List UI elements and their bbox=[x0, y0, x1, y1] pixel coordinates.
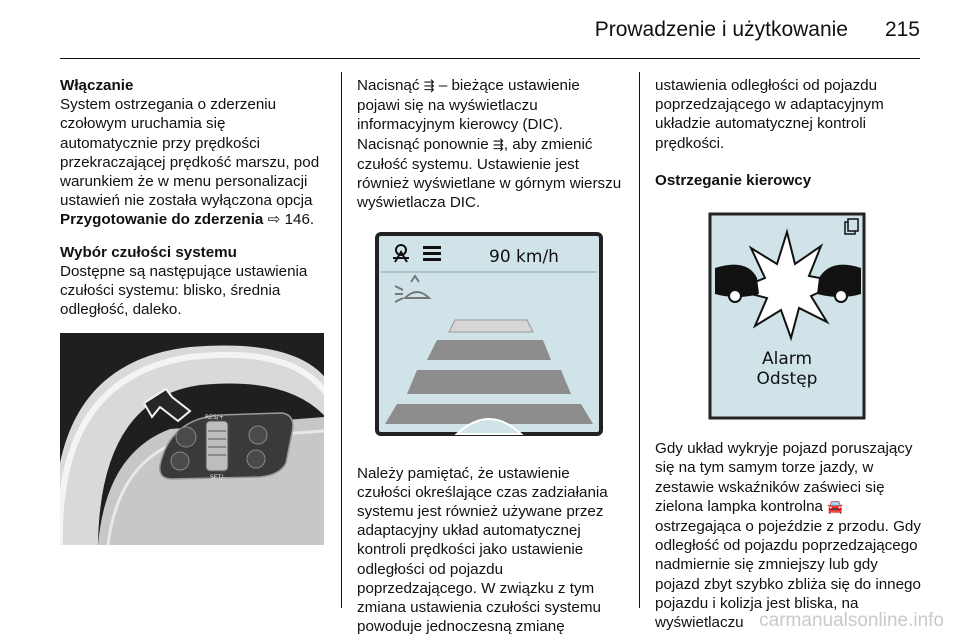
paragraph-acc-continued: ustawienia odległości od pojazdu poprzedzającego w adaptacyjnym układzie automatycznej kontroli prędkości. bbox=[655, 77, 884, 152]
header-divider bbox=[60, 58, 920, 59]
distance-setting-icon-2: ⇶ bbox=[492, 137, 504, 153]
set-label: SET/- bbox=[210, 474, 226, 482]
section-heading-activation: Włączanie bbox=[60, 77, 134, 94]
page-ref-arrow-icon: ⇨ bbox=[267, 211, 281, 229]
paragraph-activation: System ostrzegania o zderzeniu czołowym uruchamia się automatycznie przy prędkości przekraczającej prędkość marszu, pod warunkiem że w menu personalizacji ustawień nie została wyłączona opcja Przygotowanie do zderzenia ⇨ 146. bbox=[60, 96, 320, 229]
paragraph-driver-warning: Gdy układ wykryje pojazd poruszający się na tym samym torze jazdy, w zestawie wskaźników zaświeci się zielona lampka kontrolna 🚘 ostrzegająca o pojeździe z przodu. Gdy odległość od pojazdu poprzedzającego nadmiernie się zmniejszy lub gdy pojazd zbyt szybko zbliża się do innego pojazdu i kolizja jest bliska, na wyświetlaczu bbox=[655, 440, 921, 632]
column-divider-1 bbox=[341, 72, 342, 608]
section-heading-driver-warning: Ostrzeganie kierowcy bbox=[655, 171, 812, 189]
bold-option-name: Przygotowanie do zderzenia bbox=[60, 211, 264, 229]
vehicle-ahead-icon: 🚘 bbox=[827, 499, 844, 515]
column-1 bbox=[60, 76, 326, 551]
alarm-line-1: Alarm bbox=[761, 349, 813, 370]
page-title: Prowadzenie i użytkowanie bbox=[594, 18, 848, 41]
page-header bbox=[60, 14, 920, 48]
alarm-display-illustration bbox=[655, 212, 923, 425]
column-3 bbox=[655, 76, 923, 632]
steering-wheel-illustration bbox=[60, 333, 326, 550]
res-label: RES/+ bbox=[205, 414, 224, 422]
paragraph-sensitivity-acc: Należy pamiętać, że ustawienie czułości określające czas zadziałania systemu jest również używane przez adaptacyjny układ automatycznej kontroli prędkości jako ustawienie odległości od pojazdu poprzedzającego. W związku z tym zmiana ustawienia czułości systemu powoduje jednoczesną zmianę bbox=[357, 464, 608, 636]
page-reference: 146. bbox=[280, 211, 315, 229]
dic-display-illustration bbox=[357, 228, 625, 441]
column-2 bbox=[357, 76, 625, 636]
distance-setting-icon: ⇶ bbox=[423, 79, 435, 94]
column-divider-2 bbox=[639, 72, 640, 608]
alarm-line-2: Odstęp bbox=[756, 369, 818, 390]
page-number: 215 bbox=[884, 18, 920, 41]
paragraph-sensitivity: Dostępne są następujące ustawienia czułości systemu: blisko, średnia odległość, daleko. bbox=[60, 262, 308, 319]
section-heading-sensitivity: Wybór czułości systemu bbox=[60, 243, 237, 261]
paragraph-button-usage: Nacisnąć ⇶ – bieżące ustawienie pojawi się na wyświetlaczu informacyjnym kierowcy (DIC). Nacisnąć ponownie ⇶, aby zmienić czułość systemu. Ustawienie jest również wyświetlane w górnym wierszu wyświetlacza DIC. bbox=[357, 77, 622, 212]
dic-speed: 90 km/h bbox=[489, 247, 559, 268]
watermark: carmanualsonline.info bbox=[759, 610, 944, 631]
